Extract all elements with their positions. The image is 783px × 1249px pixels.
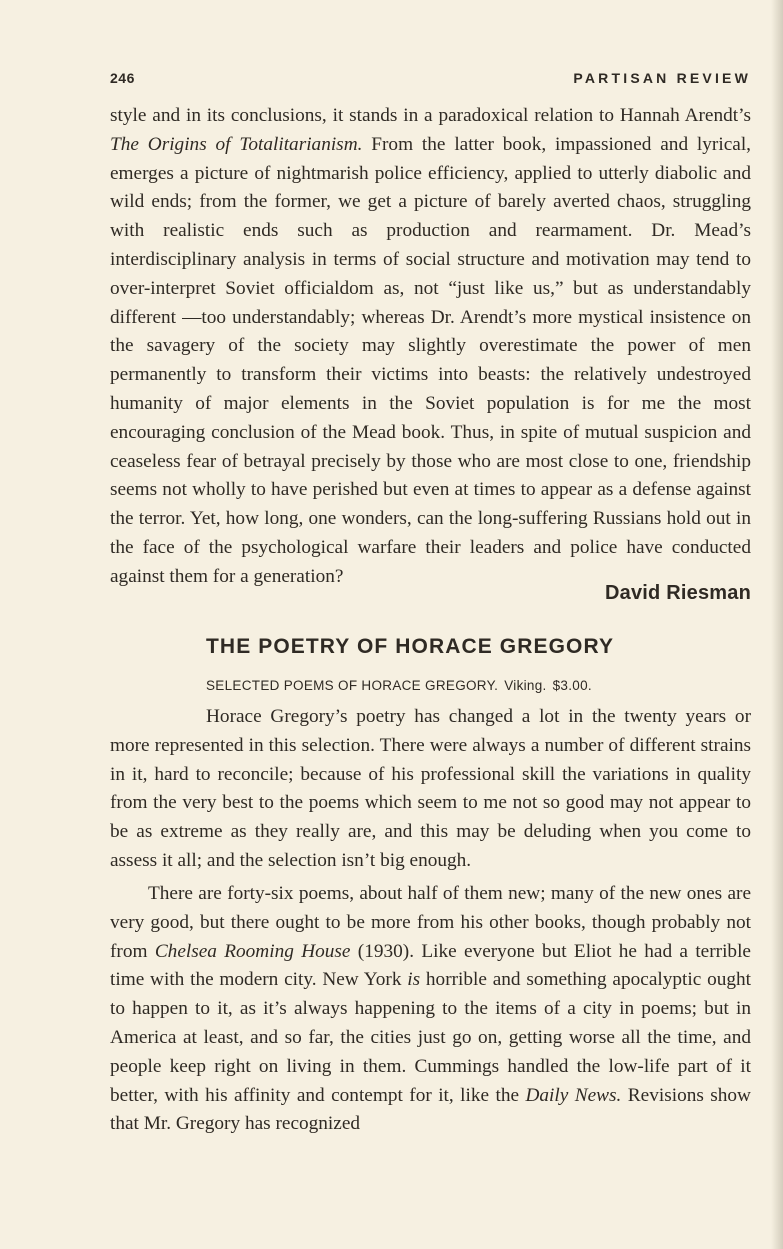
review-paragraph: Horace Gregory’s poetry has changed a lot in the twenty years or more represented in this selection. There were always a number of different strains in it, hard to reconcile; because of his professional skill the variations in quality from the very best to the poems which seem to me not so good may not appear to be as extreme as they really are, and this may be deluding when you come to assess it all; and the selection isn’t big enough. (110, 706, 751, 871)
text-run: From the latter book, impassioned and lyrical, emerges a picture of nightmarish police efficiency, applied to utterly diabolic and wild ends; from the former, we get a picture of barely averted chaos, struggling with realistic ends such as production and rearmament. Dr. Mead’s interdisciplinary analysis in terms of social structure and motivation may tend to over-interpret Soviet officialdom as, not “just like us,” but as understandably different —too understandably; whereas Dr. Arendt’s more mystical insistence on the savagery of the society may slightly overestimate the power of men permanently to transform their victims into beasts: the relatively undestroyed humanity of major elements in the Soviet population is for me the most encouraging conclusion of the Mead book. Thus, in spite of mutual suspicion and ceaseless fear of betrayal precisely by those who are most close to one, friendship seems not wholly to have perished but even at times to appear as a defense against the terror. Yet, how long, one wonders, can the long-suffering Russians hold out in the face of the psychological warfare their leaders and police have conducted against them for a generation? (110, 133, 751, 587)
emphasis-italic: is (407, 969, 421, 991)
text-run: There are forty-six poems, about half of them new; many of the new ones are very good, but there ought to be more from his other books, though probably not from (110, 883, 751, 962)
book-title-italic: Chelsea Rooming House (154, 940, 351, 962)
running-head (110, 70, 751, 94)
review-paragraph (110, 102, 751, 592)
page-edge-shadow (771, 0, 783, 1249)
book-title-italic: The Origins of Totalitarianism. (110, 133, 363, 155)
text-run: horrible and something apocalyptic ought to happen to it, as it’s always happening to the items of a city in poems; but in America at least, and so far, the cities just go on, getting worse all the time, and people keep right on living in them. Cummings handled the low-life part of it better, with his affinity and contempt for it, like the (110, 969, 751, 1106)
book-title: SELECTED POEMS OF HORACE GREGORY. (206, 678, 499, 693)
book-publisher: Viking. (504, 678, 547, 693)
text-run: Revisions show that Mr. Gregory has recognized (110, 1084, 751, 1135)
newspaper-title-italic: Daily News. (525, 1084, 622, 1106)
text-run: style and in its conclusions, it stands in a paradoxical relation to Hannah Arendt’s (110, 105, 751, 126)
text-run: (1930). Like everyone but Eliot he had a terrible time with the modern city. New York (110, 940, 751, 991)
book-price: $3.00. (552, 678, 592, 693)
journal-title: PARTISAN REVIEW (573, 70, 751, 86)
author-signature: David Riesman (605, 582, 751, 604)
review-heading: THE POETRY OF HORACE GREGORY (206, 635, 615, 658)
review-paragraph (110, 880, 751, 1139)
page-number: 246 (110, 70, 135, 86)
book-citation (206, 678, 592, 693)
